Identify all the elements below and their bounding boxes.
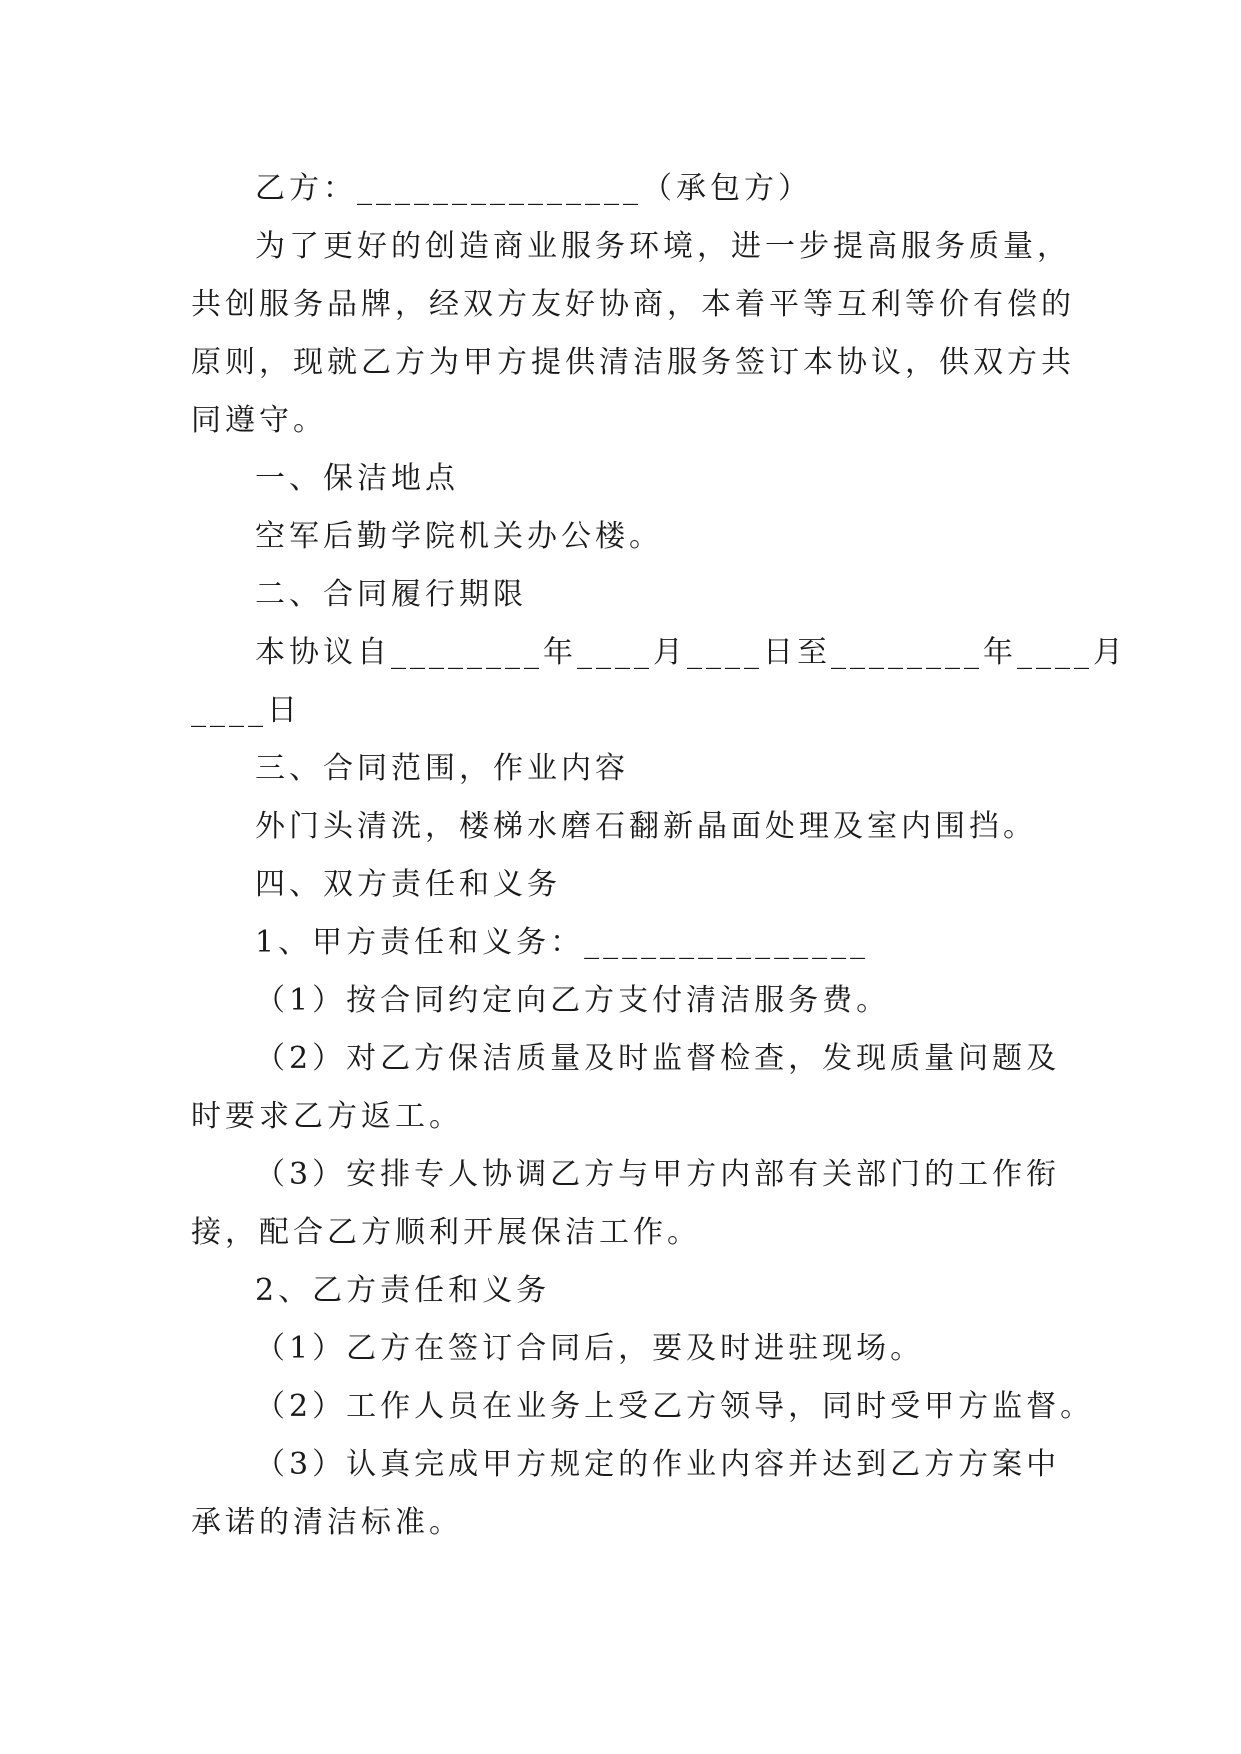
term-text-line-1: 本协议自________年____月____日至________年____月 [255,635,1127,670]
party-b-line: 乙方：_______________（承包方） [255,171,812,206]
party-a-duties-heading: 1、甲方责任和义务：_______________ [255,925,870,960]
party-b-duty-2: （2）工作人员在业务上受乙方领导，同时受甲方监督。 [255,1389,1095,1424]
scope-text: 外门头清洗，楼梯水磨石翻新晶面处理及室内围挡。 [255,809,1037,844]
preamble-line-1: 为了更好的创造商业服务环境，进一步提高服务质量， [255,229,1071,264]
party-b-duty-1: （1）乙方在签订合同后，要及时进驻现场。 [255,1331,925,1366]
section-heading-term: 二、合同履行期限 [255,577,527,612]
preamble-line-3: 原则，现就乙方为甲方提供清洁服务签订本协议，供双方共 [191,345,1075,380]
term-text-line-2: ____日 [191,693,301,728]
preamble-line-2: 共创服务品牌，经双方友好协商，本着平等互利等价有偿的 [191,287,1075,322]
party-a-duty-3-line-2: 接，配合乙方顺利开展保洁工作。 [191,1215,701,1250]
preamble-line-4: 同遵守。 [191,403,327,438]
contract-body [191,160,1127,1552]
location-text: 空军后勤学院机关办公楼。 [255,519,663,554]
section-heading-location: 一、保洁地点 [255,461,459,496]
party-b-duty-3-line-1: （3）认真完成甲方规定的作业内容并达到乙方方案中 [255,1447,1061,1482]
section-heading-scope: 三、合同范围，作业内容 [255,751,629,786]
party-a-duty-2-line-1: （2）对乙方保洁质量及时监督检查，发现质量问题及 [255,1041,1061,1076]
party-a-duty-2-line-2: 时要求乙方返工。 [191,1099,463,1134]
party-b-duty-3-line-2: 承诺的清洁标准。 [191,1505,463,1540]
section-heading-duties: 四、双方责任和义务 [255,867,561,902]
party-a-duty-3-line-1: （3）安排专人协调乙方与甲方内部有关部门的工作衔 [255,1157,1061,1192]
party-b-duties-heading: 2、乙方责任和义务 [255,1273,551,1308]
party-a-duty-1: （1）按合同约定向乙方支付清洁服务费。 [255,983,891,1018]
